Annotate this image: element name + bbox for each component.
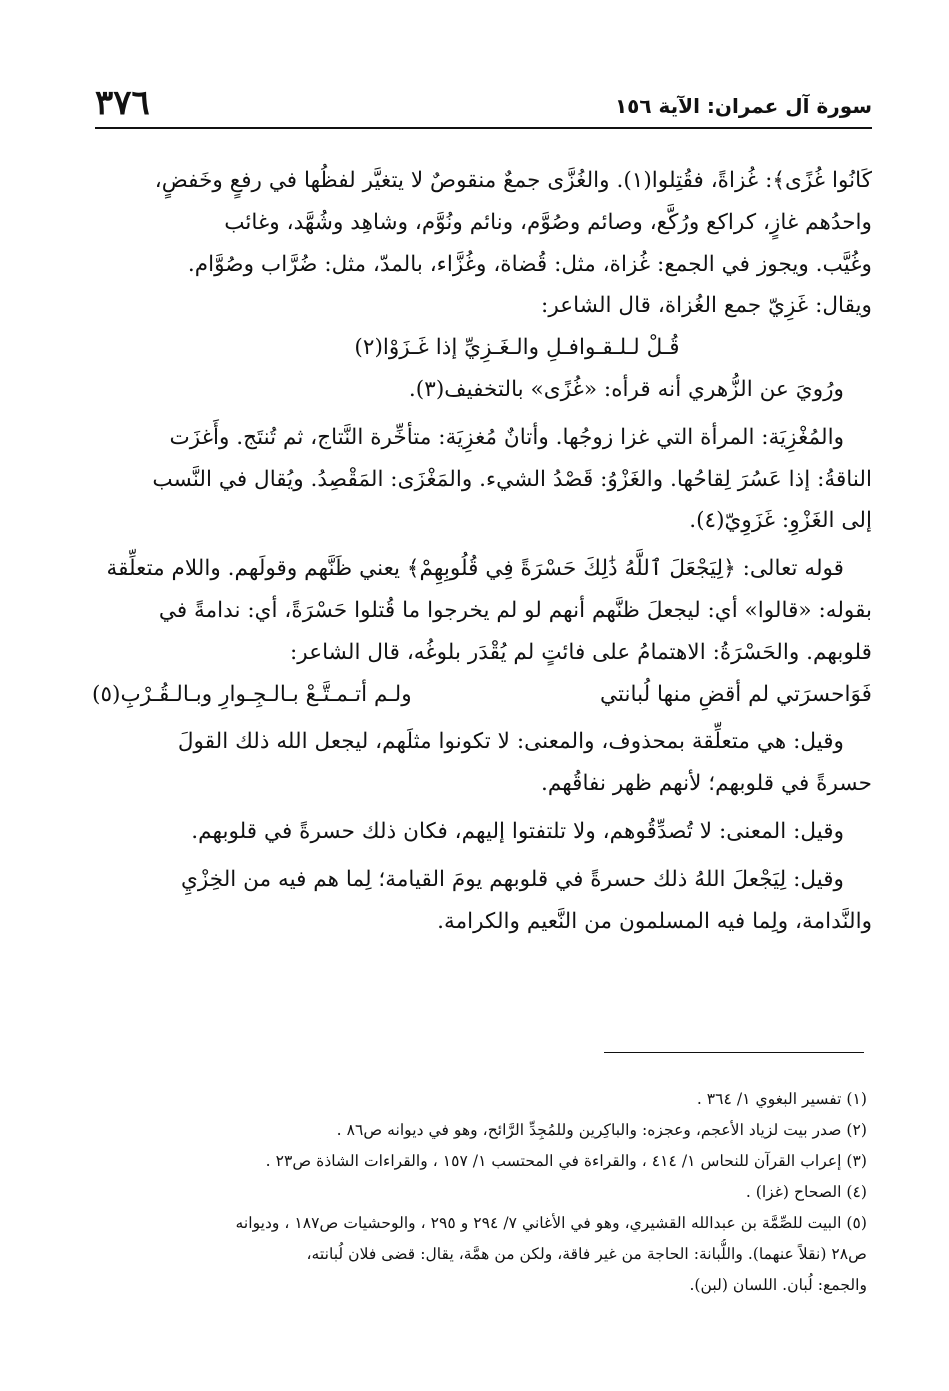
- text-line: ويقال: غَزِيّ جمع الغُزاة، قال الشاعر:: [541, 293, 872, 319]
- footnotes: [94, 1084, 867, 1301]
- running-title: سورة آل عمران: الآية ١٥٦: [614, 94, 872, 118]
- text-line: وقيل: لِيَجْعلَ اللهُ ذلك حسرةً في قلوبهم يومَ القيامة؛ لِما هم فيه من الخِزْيِ: [180, 866, 844, 892]
- text-line: وقيل: المعنى: لا تُصدِّقُوهم، ولا تلتفتوا إليهم، فكان ذلك حسرةً في قلوبهم.: [191, 818, 844, 844]
- text-line: حسرةً في قلوبهم؛ لأنهم ظهر نفاقُهم.: [540, 771, 872, 797]
- footnote-5-continuation: ص٢٨ (نقلاً عنهما). واللُّبانة: الحاجة من غير فاقة، ولكن من همَّة، يقال: قضى فلان لُبانته،: [306, 1245, 867, 1263]
- page-header: [95, 78, 872, 124]
- text-line: قوله تعالى: ﴿لِيَجْعَلَ ٱللَّهُ ذَٰلِكَ حَسْرَةً فِي قُلُوبِهِمْ﴾ يعني ظَنَّهم وقولَهم. واللام متعلِّقة: [106, 556, 844, 582]
- header-rule: [95, 127, 872, 129]
- main-text: [92, 160, 872, 942]
- footnote-3: (٣) إعراب القرآن للنحاس ١/ ٤١٤ ، والقراءة في المحتسب ١/ ١٥٧ ، والقراءات الشاذة ص٢٣ .: [265, 1152, 867, 1170]
- text-line: وغُيَّب. ويجوز في الجمع: غُزاة، مثل: قُضاة، وغُزَّاء، بالمدّ، مثل: ضُرَّاب وصُوَّام.: [187, 251, 872, 277]
- poem-second-hemistich: ولـم أتـمـتَّـعْ بـالـجِـوارِ وبـالـقُـرْبِ(٥): [92, 681, 412, 707]
- footnote-2: (٢) صدر بيت لزياد الأعجم، وعجزه: والباكِرين وللمُجِدِّ الرَّائح، وهو في ديوانه ص٨٦ .: [336, 1121, 867, 1139]
- poetry-couplet: [92, 674, 872, 716]
- text-line: قلوبهم. والحَسْرَةُ: الاهتمامُ على فائتٍ لم يُقْدَر بلوغُه، قال الشاعر:: [290, 639, 872, 665]
- text-line: واحدُهم غازٍ، كراكع ورُكَّع، وصائم وصُوَّم، ونائم ونُوَّم، وشاهِد وشُهَّد، وغائب: [224, 209, 872, 235]
- text-line: والمُغْزِيَة: المرأة التي غزا زوجُها. وأتانٌ مُغزِيَة: متأخِّرة النَّتاج، ثم تُنتَج. وأَغزَت: [169, 424, 844, 450]
- footnote-1: (١) تفسير البغوي ١/ ٣٦٤ .: [696, 1090, 867, 1108]
- text-line: والنَّدامة، ولِما فيه المسلمون من النَّعيم والكرامة.: [437, 908, 872, 934]
- poem-first-hemistich: فَوَاحسرَتي لم أقضِ منها لُبانتي: [599, 681, 872, 707]
- text-line: وقيل: هي متعلِّقة بمحذوف، والمعنى: لا تكونوا مثلَهم، ليجعل الله ذلك القولَ: [177, 729, 844, 755]
- footnote-separator: [604, 1052, 864, 1053]
- text-line: كَانُوا غُزًى﴾: غُزاةً، فقُتِلوا(١). والغُزَّى جمعٌ منقوصٌ لا يتغيَّر لفظُها في رفعٍ وخَفضٍ،: [154, 168, 872, 193]
- footnote-5: (٥) البيت للصِّمَّة بن عبدالله القشيري، وهو في الأغاني ٧/ ٢٩٤ و ٢٩٥ ، والوحشيات ص١٨٧ ، وديوانه: [235, 1214, 867, 1232]
- text-line: إلى الغَزْوِ: غَزَوِيّ(٤).: [689, 508, 872, 534]
- footnote-4: (٤) الصحاح (غزا) .: [745, 1183, 867, 1201]
- text-line: الناقةُ: إذا عَسُرَ لِقاحُها. والغَزْوُ: قَصْدُ الشيء. والمَغْزَى: المَقْصِدُ. ويُقال في النَّسب: [152, 466, 872, 492]
- footnote-5-continuation: والجمع: لُبان. اللسان (لبن).: [689, 1276, 867, 1294]
- text-line: ورُويَ عن الزُّهري أنه قرأه: «غُزًى» بالتخفيف(٣).: [408, 376, 844, 402]
- text-line: بقوله: «قالوا» أي: ليجعلَ ظنَّهم أنهم لو لم يخرجوا ما قُتلوا حَسْرَةً، أي: ندامةً في: [158, 597, 872, 623]
- page-number: ٣٧٦: [95, 83, 150, 123]
- poetry-verse: قُـلْ لـلـقـوافـلِ والـغَـزِيِّ إذا غَـزَوْا(٢): [354, 335, 680, 361]
